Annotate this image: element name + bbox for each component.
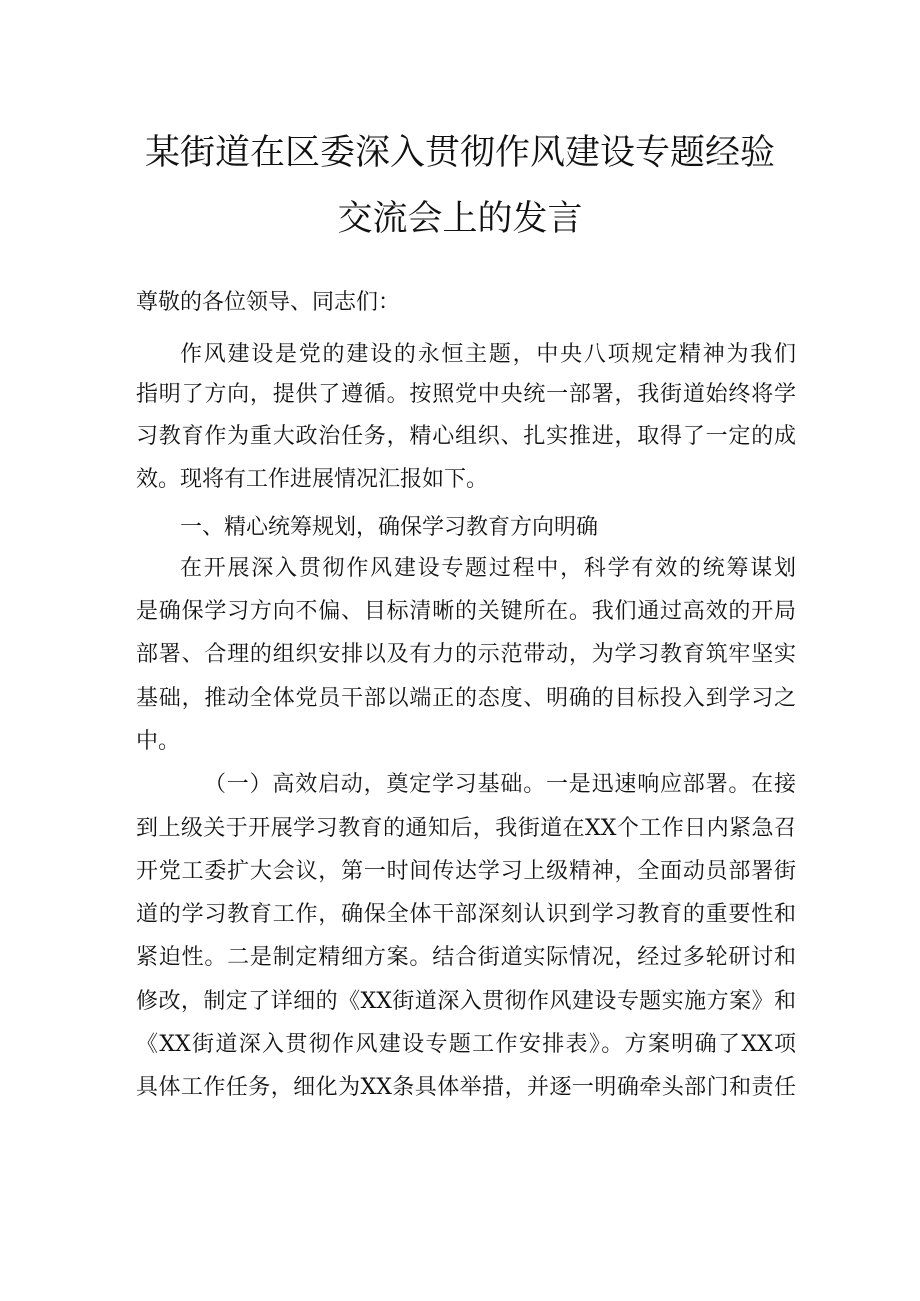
document-title-line-1: 某街道在区委深入贯彻作风建设专题经验 <box>144 133 775 173</box>
intro-line: 作风建设是党的建设的永恒主题，中央八项规定精神为我们 <box>180 342 796 367</box>
section-heading-1: 一、精心统筹规划，确保学习教育方向明确 <box>180 515 599 540</box>
subsection1-line: 紧迫性。二是制定精细方案。结合街道实际情况，经过多轮研讨和 <box>136 945 796 970</box>
intro-line: 指明了方向，提供了遵循。按照党中央统一部署，我街道始终将学 <box>136 382 796 407</box>
subsection1-line: 道的学习教育工作，确保全体干部深刻认识到学习教育的重要性和 <box>136 902 796 927</box>
section1-line: 在开展深入贯彻作风建设专题过程中，科学有效的统筹谋划 <box>180 556 796 581</box>
document-title-line-2: 交流会上的发言 <box>337 199 583 239</box>
intro-line: 习教育作为重大政治任务，精心组织、扎实推进，取得了一定的成 <box>136 424 796 449</box>
subsection1-line: （一）高效启动，奠定学习基础。一是迅速响应部署。在接 <box>204 772 796 797</box>
intro-line: 效。现将有工作进展情况汇报如下。 <box>136 467 489 492</box>
section1-line: 是确保学习方向不偏、目标清晰的关键所在。我们通过高效的开局 <box>136 599 796 624</box>
subsection1-line: 《XX街道深入贯彻作风建设专题工作安排表》。方案明确了XX项 <box>136 1032 796 1057</box>
subsection1-line: 具体工作任务，细化为XX条具体举措，并逐一明确牵头部门和责任 <box>136 1075 796 1100</box>
section1-line: 部署、合理的组织安排以及有力的示范带动，为学习教育筑牢坚实 <box>136 642 796 667</box>
salutation: 尊敬的各位领导、同志们： <box>136 290 401 315</box>
subsection1-line: 开党工委扩大会议，第一时间传达学习上级精神，全面动员部署街 <box>136 859 796 884</box>
section1-line: 中。 <box>136 729 181 754</box>
subsection1-line: 到上级关于开展学习教育的通知后，我街道在XX个工作日内紧急召 <box>136 816 796 841</box>
section1-line: 基础，推动全体党员干部以端正的态度、明确的目标投入到学习之 <box>136 686 796 711</box>
subsection1-line: 修改，制定了详细的《XX街道深入贯彻作风建设专题实施方案》和 <box>136 989 796 1014</box>
